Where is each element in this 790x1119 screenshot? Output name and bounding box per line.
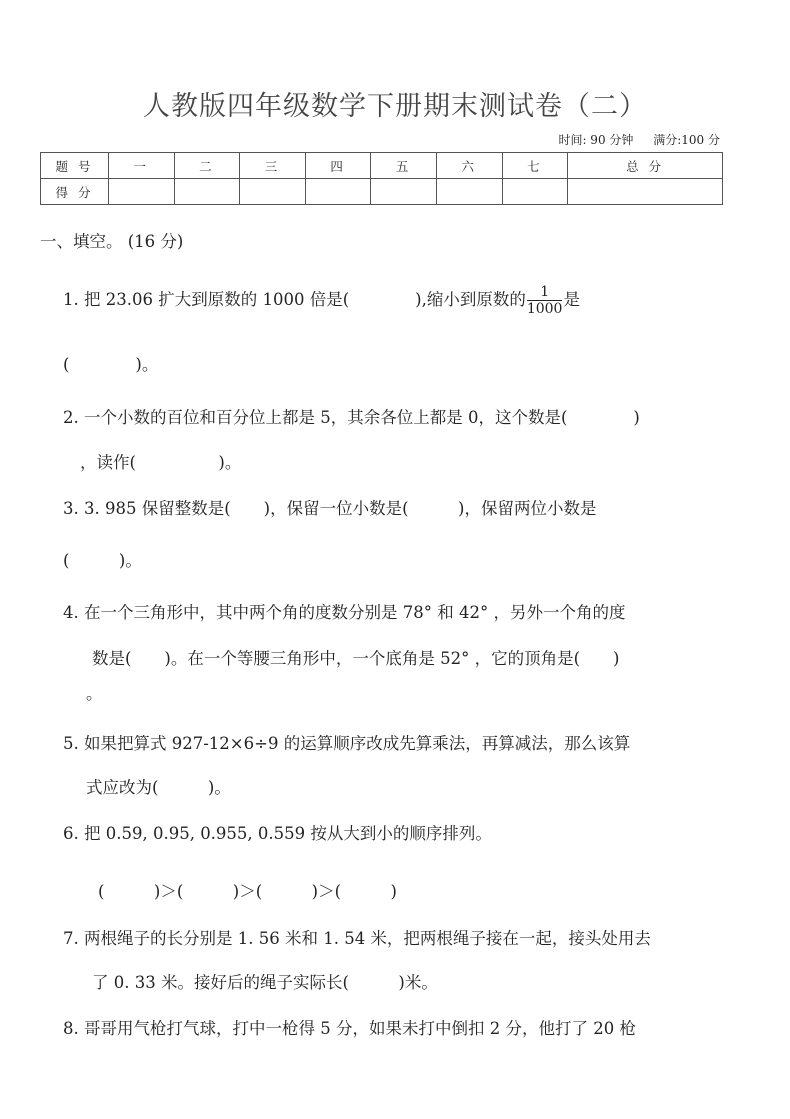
score-input-4[interactable] xyxy=(305,179,371,205)
q5-line2: 式应改为( )。 xyxy=(86,778,231,797)
score-cell-3: 三 xyxy=(240,153,306,179)
score-cell-7: 七 xyxy=(502,153,568,179)
fraction-denominator: 1000 xyxy=(526,301,563,317)
score-input-2[interactable] xyxy=(174,179,240,205)
score-input-5[interactable] xyxy=(371,179,437,205)
fraction-numerator: 1 xyxy=(527,285,563,301)
score-cell-total: 总 分 xyxy=(568,153,723,179)
score-cell-1: 一 xyxy=(109,153,175,179)
q5-line1: 5. 如果把算式 927-12×6÷9 的运算顺序改成先算乘法，再算减法，那么该算 xyxy=(63,734,631,753)
q1-text-a: 1. 把 23.06 扩大到原数的 1000 倍是( ),缩小到原数的 xyxy=(63,290,526,309)
score-table xyxy=(40,152,723,205)
score-input-3[interactable] xyxy=(240,179,306,205)
q8-line1: 8. 哥哥用气枪打气球，打中一枪得 5 分，如果未打中倒扣 2 分，他打了 20 枪 xyxy=(63,1019,636,1038)
q4-line2: 数是( )。在一个等腰三角形中，一个底角是 52° ，它的顶角是( ) xyxy=(92,649,620,668)
score-cell-5: 五 xyxy=(371,153,437,179)
score-input-7[interactable] xyxy=(502,179,568,205)
fraction xyxy=(527,285,563,316)
score-input-6[interactable] xyxy=(436,179,502,205)
score-table-header-row xyxy=(41,153,723,179)
exam-full-score: 满分:100 分 xyxy=(653,133,720,147)
score-cell-4: 四 xyxy=(305,153,371,179)
score-cell-2: 二 xyxy=(174,153,240,179)
q7-line2: 了 0. 33 米。接好后的绳子实际长( )米。 xyxy=(92,973,438,992)
page-title: 人教版四年级数学下册期末测试卷（二） xyxy=(143,91,647,122)
q3-line2: ( )。 xyxy=(63,551,142,570)
question-1 xyxy=(63,285,580,316)
score-cell-6: 六 xyxy=(436,153,502,179)
q1-line2: ( )。 xyxy=(63,355,159,374)
q6-line1: 6. 把 0.59, 0.95, 0.955, 0.559 按从大到小的顺序排列。 xyxy=(63,824,492,843)
exam-meta xyxy=(542,131,720,148)
q1-text-b: 是 xyxy=(563,290,580,309)
q4-line1: 4. 在一个三角形中，其中两个角的度数分别是 78° 和 42° ，另外一个角的度 xyxy=(63,603,626,622)
score-row-label: 得 分 xyxy=(41,179,109,205)
score-cell-label: 题 号 xyxy=(41,153,109,179)
q4-line3: 。 xyxy=(86,684,103,703)
score-input-total[interactable] xyxy=(568,179,723,205)
section-heading: 一、填空。 (16 分) xyxy=(40,232,184,251)
q2-line1: 2. 一个小数的百位和百分位上都是 5，其余各位上都是 0，这个数是( ) xyxy=(63,408,640,427)
exam-time: 时间: 90 分钟 xyxy=(558,133,634,147)
q6-answer-line: ( )＞( )＞( )＞( ) xyxy=(98,882,397,901)
score-table-score-row xyxy=(41,179,723,205)
q2-line2: ，读作( )。 xyxy=(80,453,242,472)
q7-line1: 7. 两根绳子的长分别是 1. 56 米和 1. 54 米，把两根绳子接在一起，接头处用去 xyxy=(63,929,651,948)
q3-line1: 3. 3. 985 保留整数是( )，保留一位小数是( )，保留两位小数是 xyxy=(63,499,597,518)
score-input-1[interactable] xyxy=(109,179,175,205)
